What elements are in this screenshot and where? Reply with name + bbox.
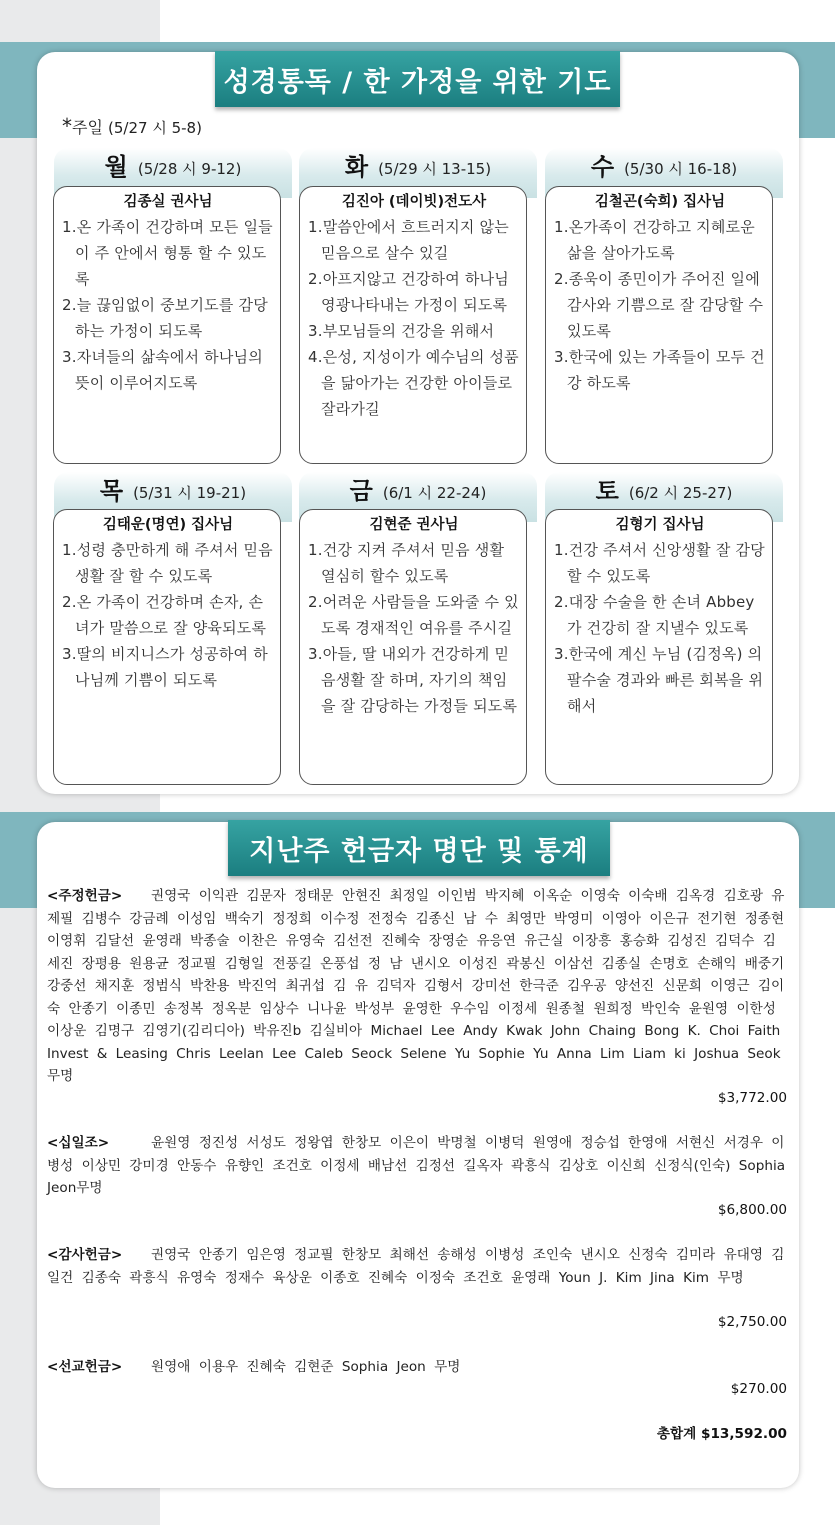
donor-names: 원영애 이용우 진혜숙 김현준 Sophia Jeon 무명 <box>151 1359 461 1375</box>
prayer-item: 3.딸의 비지니스가 성공하여 하나님께 기쁨이 되도록 <box>62 645 268 689</box>
prayer-item: 3.한국에 계신 누님 (김정옥) 의 팔수술 경과와 빠른 회복을 위해서 <box>554 645 764 715</box>
section-amount: $6,800.00 <box>717 1202 787 1218</box>
total-amount: $13,592.00 <box>701 1426 787 1442</box>
prayer-item: 1.온가족이 건강하고 지혜로운 삶을 살아가도록 <box>554 218 755 262</box>
prayer-card-mon <box>53 186 281 464</box>
day-name: 목 <box>99 477 124 505</box>
section-label: <십일조> <box>47 1135 110 1151</box>
section-amount: $270.00 <box>730 1381 787 1397</box>
sunday-star: * <box>62 114 72 138</box>
offering-section-mission <box>47 1356 787 1379</box>
section-label: <감사헌금> <box>47 1247 123 1263</box>
prayer-item: 3.아들, 딸 내외가 건강하게 믿음생활 잘 하며, 자기의 책임을 잘 감당하는 가정들 되도록 <box>308 645 518 715</box>
day-name: 월 <box>104 153 128 181</box>
prayer-item: 3.부모님들의 건강을 위해서 <box>308 322 495 340</box>
prayer-item: 4.은성, 지성이가 예수님의 성품을 닮아가는 건강한 아이들로 잘라가길 <box>308 348 519 418</box>
offering-section-tithe <box>47 1132 787 1200</box>
prayer-item: 1.온 가족이 건강하며 모든 일들이 주 안에서 형통 할 수 있도록 <box>62 218 273 288</box>
section-label: <주정헌금> <box>47 888 123 904</box>
donor-names: 권영국 안종기 임은영 정교필 한창모 최해선 송해성 이병성 조인숙 낸시오 신정숙 김미라 유대영 김일건 김종숙 곽흥식 유영숙 정재수 육상운 이종호 진혜숙 이정숙 조건호 윤영래 Youn J. Kim Jina Kim 무명 <box>47 1247 785 1286</box>
section-label: <선교헌금> <box>47 1359 123 1375</box>
total-label: 총합계 <box>656 1426 697 1442</box>
grand-total <box>657 1422 787 1442</box>
day-range: (5/30 시 16-18) <box>624 160 738 178</box>
day-name: 금 <box>349 477 373 505</box>
sunday-label: 주일 <box>72 118 103 137</box>
prayer-title: 성경통독 / 한 가정을 위한 기도 <box>215 51 620 107</box>
day-range: (6/2 시 25-27) <box>628 484 733 502</box>
section-amount: $3,772.00 <box>717 1090 787 1106</box>
day-range: (5/31 시 19-21) <box>133 484 247 502</box>
prayer-item: 2.대장 수술을 한 손녀 Abbey 가 건강히 잘 지낼수 있도록 <box>554 593 755 637</box>
donor-names: 권영국 이익관 김문자 정태문 안현진 최정일 이인범 박지혜 이옥순 이영숙 이숙배 김옥경 김호광 유제필 김병수 강금례 이성임 백숙기 정정희 이수정 전정숙 김종신 남 수 최영만 박영미 이영아 이은규 전기현 정종현 이영휘 김달선 윤영래 박종술 이찬은 유영숙 김선전 진혜숙 장영순 유응연 유근실 이장흥 홍승화 김성진 김덕수 김세진 장평용 원용균 정교필 김형일 전풍길 온풍섭 정 남 낸시오 이성진 곽봉신 이삼선 김종실 손명호 손해익 배중기 강중선 채지훈 정범식 박찬용 박진억 최귀섭 김 유 김덕자 김형서 강미선 한극준 김우공 양선진 신문희 이영근 김이숙 안종기 이종민 송정복 정옥분 임상수 니나윤 박성부 윤영한 우수임 이정세 원종철 원희정 박인숙 윤원영 이한성 이상운 김명구 김영기(김리디아) 박유진b 김실비아 Michael Lee Andy Kwak John Chaing Bong K. Choi Faith Invest & Leasing Chris Leelan Lee Caleb Seock Selene Yu Sophie Yu Anna Lim Liam ki Joshua Seok 무명 <box>47 888 785 1084</box>
family-name: 김태운(명연) 집사님 <box>102 517 234 533</box>
day-name: 토 <box>595 477 619 505</box>
day-range: (6/1 시 22-24) <box>382 484 487 502</box>
offering-title: 지난주 헌금자 명단 및 통계 <box>228 820 610 876</box>
day-name: 수 <box>590 153 615 181</box>
day-range: (5/28 시 9-12) <box>137 160 242 178</box>
family-name: 김형기 집사님 <box>615 517 705 533</box>
prayer-item: 2.온 가족이 건강하며 손자, 손녀가 말씀으로 잘 양육되도록 <box>62 593 267 637</box>
prayer-item: 2.늘 끊임없이 중보기도를 감당하는 가정이 되도록 <box>62 296 268 340</box>
offering-section-jujeong <box>47 885 787 1088</box>
day-range: (5/29 시 13-15) <box>378 160 492 178</box>
sunday-reading <box>62 114 202 138</box>
family-name: 김현준 권사님 <box>369 517 459 533</box>
prayer-item: 2.종욱이 종민이가 주어진 일에 감사와 기쁨으로 잘 감당할 수 있도록 <box>554 270 764 340</box>
prayer-item: 1.건강 지켜 주셔서 믿음 생활 열심히 할수 있도록 <box>308 541 505 585</box>
prayer-item: 1.건강 주셔서 신앙생활 잘 감당할 수 있도록 <box>554 541 765 585</box>
prayer-card-wed <box>545 186 773 464</box>
donor-names: 윤원영 정진성 서성도 정왕엽 한창모 이은이 박명철 이병덕 원영애 정승섭 한영애 서현신 서경우 이병성 이상민 강미경 안동수 유향인 조건호 이정세 배남선 김정선 길옥자 곽흥식 김상호 이신희 신정식(인숙) Sophia Jeon무명 <box>47 1135 786 1196</box>
family-name: 김진아 (데이빗)전도사 <box>341 194 487 210</box>
family-name: 김종실 권사님 <box>123 194 213 210</box>
prayer-item: 1.말씀안에서 흐트러지지 않는 믿음으로 살수 있길 <box>308 218 509 262</box>
prayer-item: 2.아프지않고 건강하여 하나님 영광나타내는 가정이 되도록 <box>308 270 509 314</box>
prayer-card-fri <box>299 509 527 785</box>
offering-section-thanks <box>47 1244 787 1289</box>
day-name: 화 <box>344 153 369 181</box>
prayer-item: 1.성령 충만하게 해 주셔서 믿음 생활 잘 할 수 있도록 <box>62 541 273 585</box>
prayer-item: 3.자녀들의 삶속에서 하나님의 뜻이 이루어지도록 <box>62 348 263 392</box>
family-name: 김철곤(숙희) 집사님 <box>594 194 726 210</box>
sunday-range: (5/27 시 5-8) <box>108 119 202 137</box>
prayer-item: 3.한국에 있는 가족들이 모두 건강 하도록 <box>554 348 765 392</box>
prayer-card-sat <box>545 509 773 785</box>
prayer-card-tue <box>299 186 527 464</box>
section-amount: $2,750.00 <box>717 1314 787 1330</box>
prayer-card-thu <box>53 509 281 785</box>
prayer-item: 2.어려운 사람들을 도와줄 수 있도록 경재적인 여유를 주시길 <box>308 593 519 637</box>
